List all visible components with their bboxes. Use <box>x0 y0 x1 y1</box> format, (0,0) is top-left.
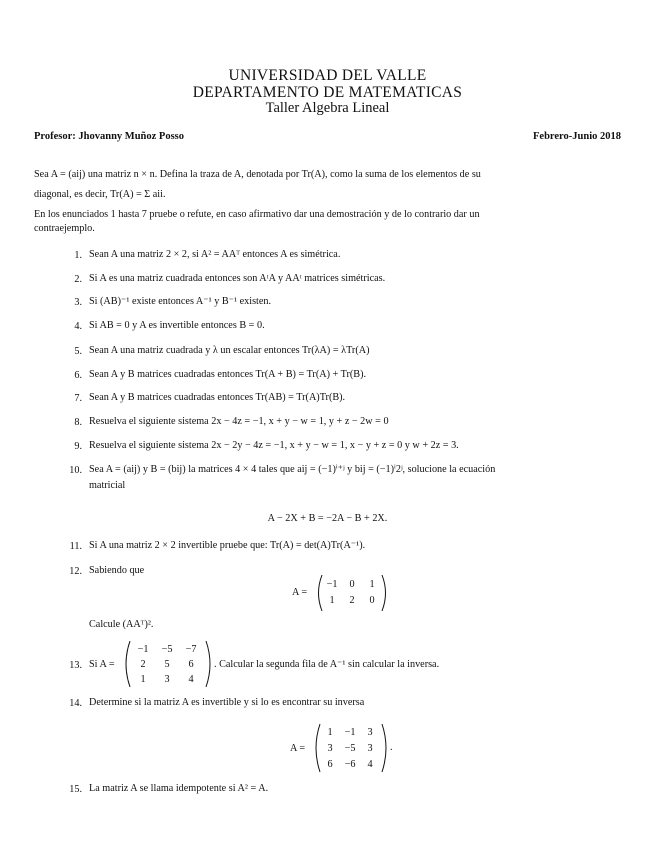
item-text: Resuelva el siguiente sistema 2x − 2y − 4z = −1, x + y − w = 1, x − y + z = 0 y w + 2z = 3. <box>89 440 459 451</box>
item-number: 5. <box>74 346 82 357</box>
right-paren-icon <box>380 723 390 773</box>
item-number: 4. <box>74 321 82 332</box>
matrix-cell: 1 <box>329 595 335 606</box>
item-number: 11. <box>69 541 82 552</box>
matrix-cell: 3 <box>327 743 333 754</box>
matrix-cell: 3 <box>367 743 373 754</box>
item-number: 7. <box>74 393 82 404</box>
matrix-12-label: A = <box>292 587 308 598</box>
intro-line-4: contraejemplo. <box>34 223 95 234</box>
right-paren-icon <box>380 574 390 612</box>
item-text: Resuelva el siguiente sistema 2x − 4z = −1, x + y − w = 1, y + z − 2w = 0 <box>89 416 389 427</box>
matrix-13 <box>133 644 205 688</box>
item-text: La matriz A se llama idempotente si A² = A. <box>89 783 269 794</box>
matrix-cell: 4 <box>188 674 194 685</box>
item-text: Sean A y B matrices cuadradas entonces Tr(A + B) = Tr(A) + Tr(B). <box>89 369 367 380</box>
item-prefix: Si A = <box>89 659 115 670</box>
item-number: 9. <box>74 441 82 452</box>
matrix-cell: −7 <box>185 644 197 655</box>
item-text: Si AB = 0 y A es invertible entonces B = 0. <box>89 320 265 331</box>
matrix-cell: 0 <box>349 579 355 590</box>
item-number: 1. <box>74 250 82 261</box>
item-number: 14. <box>69 698 82 709</box>
department-title: DEPARTAMENTO DE MATEMATICAS <box>192 84 463 101</box>
matrix-cell: 0 <box>369 595 375 606</box>
intro-line-1: Sea A = (aij) una matriz n × n. Defina la traza de A, denotada por Tr(A), como la suma de los elementos de su <box>34 169 481 180</box>
term-date: Febrero-Junio 2018 <box>533 131 621 142</box>
item-number: 8. <box>74 417 82 428</box>
item-number: 15. <box>69 784 82 795</box>
item-number: 2. <box>74 274 82 285</box>
item-number: 10. <box>69 465 82 476</box>
matrix-cell: −1 <box>344 727 356 738</box>
matrix-cell: 3 <box>164 674 170 685</box>
matrix-cell: −6 <box>344 759 356 770</box>
matrix-cell: 2 <box>140 659 146 670</box>
item-text: Si A una matriz 2 × 2 invertible pruebe que: Tr(A) = det(A)Tr(A⁻¹). <box>89 540 366 551</box>
right-paren-icon <box>204 640 214 688</box>
item-text: Determine si la matriz A es invertible y si lo es encontrar su inversa <box>89 697 365 708</box>
item-number: 3. <box>74 297 82 308</box>
item-number: 12. <box>69 566 82 577</box>
item-number: 6. <box>74 370 82 381</box>
matrix-cell: 6 <box>188 659 194 670</box>
item-number: 13. <box>69 660 82 671</box>
university-title: UNIVERSIDAD DEL VALLE <box>228 67 427 84</box>
professor-name: Profesor: Jhovanny Muñoz Posso <box>34 131 185 142</box>
course-title: Taller Algebra Lineal <box>265 100 390 116</box>
matrix-14 <box>320 727 380 771</box>
matrix-14-label: A = <box>290 743 306 754</box>
item-text: Sea A = (aij) y B = (bij) la matrices 4 × 4 tales que aij = (−1)ⁱ⁺ʲ y bij = (−1)ⁱ2ʲ, solucione la ecuación <box>89 464 496 475</box>
matrix-cell: 4 <box>367 759 373 770</box>
matrix-12 <box>322 579 382 609</box>
item-text: Sean A una matriz cuadrada y λ un escalar entonces Tr(λA) = λTr(A) <box>89 345 370 356</box>
item-text-after: Calcule (AAᵀ)². <box>89 619 154 630</box>
matrix-cell: −1 <box>137 644 149 655</box>
matrix-cell: 6 <box>327 759 333 770</box>
intro-line-3: En los enunciados 1 hasta 7 pruebe o refute, en caso afirmativo dar una demostración y de lo contrario dar un <box>34 209 480 220</box>
matrix-cell: −1 <box>326 579 338 590</box>
matrix-cell: 2 <box>349 595 355 606</box>
item-text-continued: matricial <box>89 480 126 491</box>
matrix-14-end: . <box>390 742 393 753</box>
item-text: Sabiendo que <box>89 565 145 576</box>
equation: A − 2X + B = −2A − B + 2X. <box>267 513 388 524</box>
intro-line-2: diagonal, es decir, Tr(A) = Σ aii. <box>34 189 166 200</box>
item-text: Si A es una matriz cuadrada entonces son AᵗA y AAᵗ matrices simétricas. <box>89 273 386 284</box>
matrix-cell: 1 <box>369 579 375 590</box>
matrix-cell: −5 <box>161 644 173 655</box>
matrix-cell: 1 <box>140 674 146 685</box>
item-text: Sean A una matriz 2 × 2, si A² = AAᵀ entonces A es simétrica. <box>89 249 341 260</box>
matrix-cell: 1 <box>327 727 333 738</box>
matrix-cell: −5 <box>344 743 356 754</box>
matrix-cell: 3 <box>367 727 373 738</box>
item-text: Si (AB)⁻¹ existe entonces A⁻¹ y B⁻¹ existen. <box>89 296 272 307</box>
item-text: Sean A y B matrices cuadradas entonces Tr(AB) = Tr(A)Tr(B). <box>89 392 346 403</box>
matrix-cell: 5 <box>164 659 170 670</box>
item-text: . Calcular la segunda fila de A⁻¹ sin calcular la inversa. <box>214 659 440 670</box>
left-paren-icon <box>122 640 132 688</box>
